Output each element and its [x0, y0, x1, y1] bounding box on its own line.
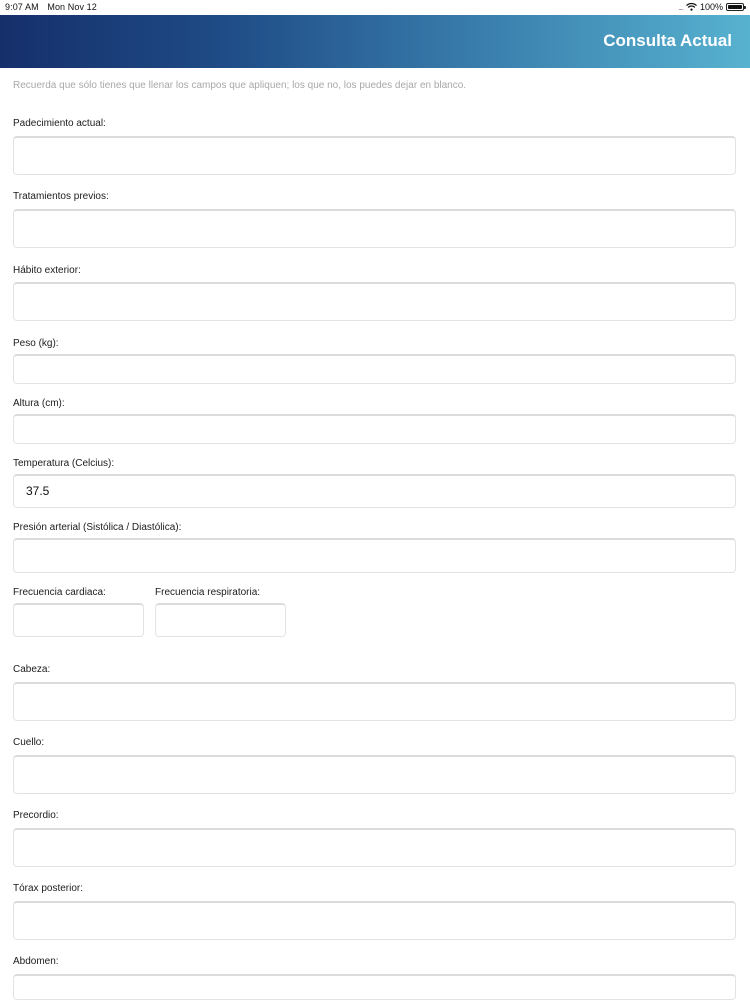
signal-icon: ....	[678, 2, 683, 12]
presion-label: Presión arterial (Sistólica / Diastólica):	[13, 522, 182, 533]
status-left	[5, 2, 103, 12]
presion-input[interactable]	[13, 538, 736, 573]
page-title: Consulta Actual	[603, 31, 732, 50]
peso-label: Peso (kg):	[13, 338, 59, 349]
battery-percent: 100%	[699, 2, 723, 12]
form-content[interactable]	[0, 68, 750, 1000]
status-time: 9:07 AM	[5, 2, 39, 12]
altura-input[interactable]	[13, 414, 736, 444]
abdomen-label: Abdomen:	[13, 956, 59, 967]
habito-input[interactable]	[13, 282, 736, 321]
cuello-input[interactable]	[13, 755, 736, 794]
tratamientos-input[interactable]	[13, 209, 736, 248]
tratamientos-label: Tratamientos previos:	[13, 191, 109, 202]
frecuencia-respiratoria-label: Frecuencia respiratoria:	[155, 587, 261, 598]
torax-label: Tórax posterior:	[13, 883, 84, 894]
wifi-icon	[686, 3, 697, 11]
cabeza-label: Cabeza:	[13, 664, 51, 675]
precordio-input[interactable]	[13, 828, 736, 867]
frecuencia-cardiaca-label: Frecuencia cardiaca:	[13, 587, 106, 598]
battery-icon	[726, 3, 744, 11]
temperatura-label: Temperatura (Celcius):	[13, 458, 115, 469]
padecimiento-input[interactable]	[13, 136, 736, 175]
temperatura-input[interactable]: 37.5	[13, 474, 736, 508]
padecimiento-label: Padecimiento actual:	[13, 118, 106, 129]
frecuencia-cardiaca-input[interactable]	[13, 603, 144, 637]
form-hint: Recuerda que sólo tienes que llenar los campos que apliquen; los que no, los puedes dejar en blanco.	[13, 80, 467, 91]
status-right	[678, 2, 744, 12]
status-date: Mon Nov 12	[47, 2, 97, 12]
cabeza-input[interactable]	[13, 682, 736, 721]
abdomen-input[interactable]	[13, 974, 736, 1000]
status-bar	[0, 0, 750, 15]
altura-label: Altura (cm):	[13, 398, 65, 409]
torax-input[interactable]	[13, 901, 736, 940]
peso-input[interactable]	[13, 354, 736, 384]
habito-label: Hábito exterior:	[13, 265, 81, 276]
cuello-label: Cuello:	[13, 737, 45, 748]
frecuencia-respiratoria-input[interactable]	[155, 603, 286, 637]
header-bar	[0, 15, 750, 68]
precordio-label: Precordio:	[13, 810, 59, 821]
